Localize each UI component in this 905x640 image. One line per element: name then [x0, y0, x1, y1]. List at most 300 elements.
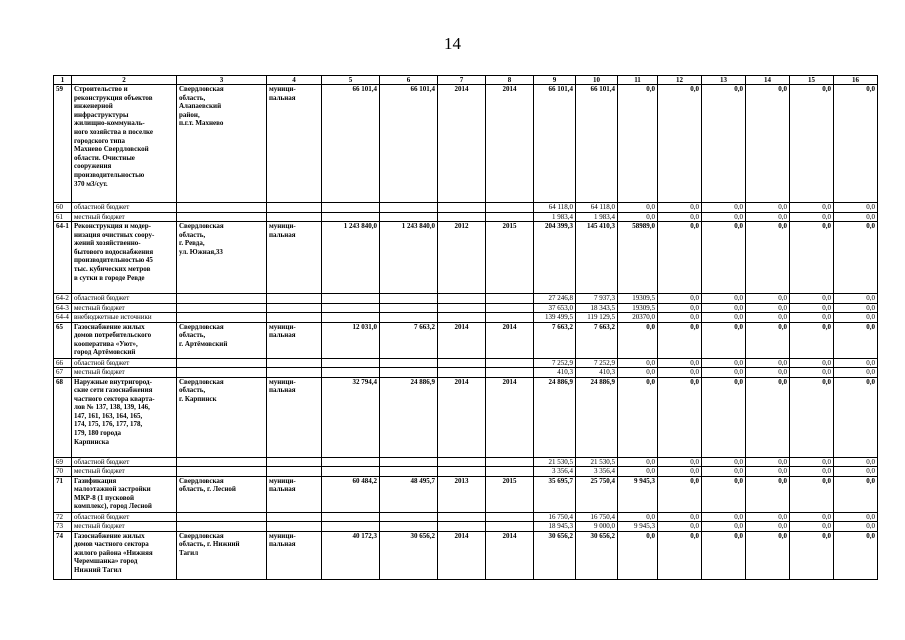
table-cell: 0,0 [790, 358, 834, 368]
table-cell: 0,0 [746, 322, 790, 358]
row-number-cell: 70 [54, 467, 72, 477]
row-number-cell: 72 [54, 512, 72, 522]
column-header: 10 [576, 76, 618, 85]
table-row [54, 294, 878, 304]
table-cell: 0,0 [658, 522, 702, 532]
table-cell: 0,0 [618, 457, 658, 467]
column-header: 9 [534, 76, 576, 85]
table-cell: 0,0 [746, 313, 790, 323]
table-cell [267, 203, 322, 213]
table-cell [380, 368, 438, 378]
table-cell: муници- пальная [267, 222, 322, 294]
table-cell: 0,0 [746, 368, 790, 378]
table-cell: 0,0 [658, 313, 702, 323]
table-cell: 0,0 [618, 203, 658, 213]
row-number-cell: 61 [54, 212, 72, 222]
table-cell: 0,0 [746, 522, 790, 532]
column-header: 15 [790, 76, 834, 85]
table-cell [486, 457, 534, 467]
table-cell [438, 467, 486, 477]
table-cell: 64 118,0 [534, 203, 576, 213]
table-cell: 16 750,4 [576, 512, 618, 522]
table-cell: 7 252,9 [534, 358, 576, 368]
table-cell: 0,0 [746, 212, 790, 222]
page-number: 14 [444, 34, 461, 53]
table-cell: 0,0 [658, 222, 702, 294]
table-cell [267, 512, 322, 522]
table-cell [380, 522, 438, 532]
item-name-cell: Наружные внутригород- ские сети газоснабжения частного сектора кварта- лов № 137, 138, 139, 146, 147, 161, 163, 164, 165, 174, 175, 176, 177, 178, 179, 180 города Карпинска [72, 377, 177, 457]
table-cell [380, 457, 438, 467]
table-cell [438, 457, 486, 467]
row-number-cell: 64-1 [54, 222, 72, 294]
table-row [54, 512, 878, 522]
table-cell [380, 212, 438, 222]
table-cell: 37 653,0 [534, 303, 576, 313]
column-header: 13 [702, 76, 746, 85]
table-row [54, 203, 878, 213]
item-name-cell: местный бюджет [72, 212, 177, 222]
column-header: 16 [834, 76, 878, 85]
table-cell: 0,0 [702, 377, 746, 457]
table-cell: 0,0 [702, 368, 746, 378]
table-cell: муници- пальная [267, 322, 322, 358]
table-cell [380, 467, 438, 477]
item-name-cell: внебюджетные источники [72, 313, 177, 323]
column-header: 14 [746, 76, 790, 85]
table-cell [267, 368, 322, 378]
table-cell: 25 750,4 [576, 476, 618, 512]
table-cell: муници- пальная [267, 377, 322, 457]
table-row [54, 476, 878, 512]
table-row [54, 457, 878, 467]
table-cell: 0,0 [618, 322, 658, 358]
column-header: 6 [380, 76, 438, 85]
table-cell: 0,0 [658, 294, 702, 304]
table-cell: 0,0 [702, 476, 746, 512]
table-cell: 0,0 [658, 212, 702, 222]
table-cell: 0,0 [790, 85, 834, 203]
column-header: 1 [54, 76, 72, 85]
table-cell: 19309,5 [618, 294, 658, 304]
row-number-cell: 66 [54, 358, 72, 368]
table-row [54, 377, 878, 457]
table-cell: 0,0 [618, 512, 658, 522]
table-cell: 21 530,5 [576, 457, 618, 467]
table-cell: Свердловская область, г. Лесной [177, 476, 267, 512]
row-number-cell: 64-3 [54, 303, 72, 313]
table-cell: 9 945,3 [618, 522, 658, 532]
table-cell: 3 356,4 [576, 467, 618, 477]
row-number-cell: 68 [54, 377, 72, 457]
table-cell: 410,3 [534, 368, 576, 378]
table-cell: 2013 [438, 476, 486, 512]
table-cell: 7 663,2 [534, 322, 576, 358]
table-cell [322, 522, 380, 532]
table-cell [177, 467, 267, 477]
table-cell: 0,0 [834, 531, 878, 579]
table-cell: 24 886,9 [576, 377, 618, 457]
budget-table [53, 75, 878, 580]
table-row [54, 85, 878, 203]
table-cell [486, 358, 534, 368]
table-cell: 0,0 [834, 457, 878, 467]
table-cell: 0,0 [834, 377, 878, 457]
table-cell: 0,0 [834, 294, 878, 304]
table-cell: Свердловская область, г. Карпинск [177, 377, 267, 457]
table-cell: 27 246,8 [534, 294, 576, 304]
table-cell: 0,0 [658, 512, 702, 522]
table-cell: 0,0 [702, 358, 746, 368]
column-header: 12 [658, 76, 702, 85]
item-name-cell: местный бюджет [72, 368, 177, 378]
item-name-cell: областной бюджет [72, 512, 177, 522]
table-cell [486, 303, 534, 313]
table-cell [177, 368, 267, 378]
table-cell: 0,0 [790, 377, 834, 457]
table-cell: 0,0 [746, 531, 790, 579]
table-cell: 0,0 [702, 222, 746, 294]
table-row [54, 522, 878, 532]
table-cell: Свердловская область, Алапаевский район, п.г.т. Махнево [177, 85, 267, 203]
table-cell [438, 303, 486, 313]
table-cell [486, 512, 534, 522]
table-cell [486, 313, 534, 323]
table-cell: 145 410,3 [576, 222, 618, 294]
table-cell: 0,0 [618, 531, 658, 579]
table-cell: 0,0 [790, 303, 834, 313]
row-number-cell: 65 [54, 322, 72, 358]
table-cell: 2014 [486, 531, 534, 579]
table-cell: 19309,5 [618, 303, 658, 313]
table-cell: 0,0 [790, 476, 834, 512]
row-number-cell: 67 [54, 368, 72, 378]
table-cell: муници- пальная [267, 531, 322, 579]
table-cell: 0,0 [702, 512, 746, 522]
table-cell: 0,0 [790, 313, 834, 323]
table-cell [267, 212, 322, 222]
column-header: 4 [267, 76, 322, 85]
table-cell: 0,0 [658, 358, 702, 368]
table-row [54, 467, 878, 477]
table-cell: 18 945,3 [534, 522, 576, 532]
table-cell [380, 203, 438, 213]
table-cell: 2014 [486, 85, 534, 203]
table-body [54, 76, 878, 580]
table-cell: 7 663,2 [576, 322, 618, 358]
table-cell [486, 368, 534, 378]
table-cell: муници- пальная [267, 476, 322, 512]
row-number-cell: 74 [54, 531, 72, 579]
table-cell [438, 203, 486, 213]
table-cell: 20370,0 [618, 313, 658, 323]
table-cell: 0,0 [746, 85, 790, 203]
table-cell: 12 031,0 [322, 322, 380, 358]
table-cell [486, 467, 534, 477]
table-cell [267, 457, 322, 467]
table-cell [380, 358, 438, 368]
table-cell: муници- пальная [267, 85, 322, 203]
table-cell: 0,0 [702, 313, 746, 323]
table-cell: 1 243 840,0 [322, 222, 380, 294]
table-cell [322, 358, 380, 368]
table-cell: 0,0 [702, 531, 746, 579]
table-cell [486, 522, 534, 532]
table-cell [322, 457, 380, 467]
table-cell [438, 522, 486, 532]
table-cell: 66 101,4 [576, 85, 618, 203]
table-cell: 0,0 [702, 85, 746, 203]
table-cell: 0,0 [658, 85, 702, 203]
table-cell: 0,0 [746, 476, 790, 512]
table-cell [267, 467, 322, 477]
table-cell [486, 212, 534, 222]
table-cell [438, 358, 486, 368]
table-cell: 0,0 [702, 457, 746, 467]
table-cell: 0,0 [746, 467, 790, 477]
table-cell: 0,0 [658, 203, 702, 213]
column-header: 3 [177, 76, 267, 85]
table-cell: 0,0 [834, 313, 878, 323]
item-name-cell: Газификация малоэтажной застройки МКР-8 (1 пусковой комплекс), город Лесной [72, 476, 177, 512]
table-cell: 0,0 [746, 358, 790, 368]
table-cell: 7 252,9 [576, 358, 618, 368]
table-cell [438, 294, 486, 304]
table-cell: 9 000,0 [576, 522, 618, 532]
table-cell: 2014 [438, 531, 486, 579]
table-cell: 0,0 [790, 222, 834, 294]
table-cell: 18 343,5 [576, 303, 618, 313]
table-cell: 0,0 [834, 467, 878, 477]
table-cell: 0,0 [790, 531, 834, 579]
table-cell: 0,0 [790, 512, 834, 522]
table-cell: 2014 [486, 377, 534, 457]
table-cell: 30 656,2 [380, 531, 438, 579]
table-cell [322, 368, 380, 378]
table-cell: 0,0 [790, 368, 834, 378]
table-cell: 0,0 [834, 476, 878, 512]
table-cell [177, 313, 267, 323]
table-cell: Свердловская область, г. Артёмовский [177, 322, 267, 358]
table-cell: 0,0 [702, 467, 746, 477]
header-row [54, 76, 878, 85]
table-cell: 139 499,5 [534, 313, 576, 323]
table-cell [380, 512, 438, 522]
column-header: 2 [72, 76, 177, 85]
table-cell: 0,0 [834, 322, 878, 358]
table-cell: 0,0 [658, 303, 702, 313]
table-cell: 0,0 [658, 467, 702, 477]
table-cell: 24 886,9 [380, 377, 438, 457]
table-cell [438, 212, 486, 222]
table-cell: 0,0 [658, 377, 702, 457]
table-cell: 0,0 [834, 368, 878, 378]
table-row [54, 313, 878, 323]
table-cell: 9 945,3 [618, 476, 658, 512]
table-cell: 2012 [438, 222, 486, 294]
table-cell: 66 101,4 [322, 85, 380, 203]
table-cell [486, 203, 534, 213]
table-cell: 0,0 [746, 377, 790, 457]
item-name-cell: Строительство и реконструкция объектов инженерной инфраструктуры жилищно-коммуналь- ного хозяйства в поселке городского типа Махнево Свердловской области. Очистные сооружения производительностью 370 м3/сут. [72, 85, 177, 203]
table-cell: 0,0 [618, 377, 658, 457]
table-cell: 0,0 [702, 212, 746, 222]
table-cell [177, 303, 267, 313]
table-cell: 16 750,4 [534, 512, 576, 522]
table-cell: 0,0 [834, 303, 878, 313]
table-cell: 0,0 [790, 457, 834, 467]
table-cell: 0,0 [702, 322, 746, 358]
row-number-cell: 69 [54, 457, 72, 467]
table-cell [267, 358, 322, 368]
table-cell: 0,0 [658, 368, 702, 378]
table-cell: 0,0 [618, 467, 658, 477]
table-cell: 64 118,0 [576, 203, 618, 213]
table-cell [267, 522, 322, 532]
table-cell [322, 203, 380, 213]
table-cell: 3 356,4 [534, 467, 576, 477]
table-cell: 0,0 [790, 212, 834, 222]
table-cell: 0,0 [658, 476, 702, 512]
table-cell [322, 294, 380, 304]
table-cell: 30 656,2 [576, 531, 618, 579]
column-header: 5 [322, 76, 380, 85]
table-cell: 7 663,2 [380, 322, 438, 358]
table-cell: 0,0 [834, 522, 878, 532]
table-cell: Свердловская область, г. Нижний Тагил [177, 531, 267, 579]
table-cell: 1 243 840,0 [380, 222, 438, 294]
table-cell: 7 937,3 [576, 294, 618, 304]
table-cell: 66 101,4 [380, 85, 438, 203]
table-row [54, 222, 878, 294]
table-cell: 0,0 [834, 512, 878, 522]
table-cell: 48 495,7 [380, 476, 438, 512]
table-cell: 2014 [438, 322, 486, 358]
table-cell: 2014 [438, 85, 486, 203]
table-cell [177, 512, 267, 522]
table-cell: 410,3 [576, 368, 618, 378]
item-name-cell: областной бюджет [72, 457, 177, 467]
table-cell: 58989,0 [618, 222, 658, 294]
table-cell [322, 313, 380, 323]
table-cell [177, 294, 267, 304]
row-number-cell: 60 [54, 203, 72, 213]
table-cell: 60 484,2 [322, 476, 380, 512]
table-cell [177, 212, 267, 222]
table-cell [438, 313, 486, 323]
table-cell: 1 983,4 [576, 212, 618, 222]
table-cell: 24 886,9 [534, 377, 576, 457]
item-name-cell: местный бюджет [72, 467, 177, 477]
row-number-cell: 64-2 [54, 294, 72, 304]
item-name-cell: местный бюджет [72, 303, 177, 313]
table-cell [177, 358, 267, 368]
row-number-cell: 73 [54, 522, 72, 532]
table-cell: 0,0 [834, 212, 878, 222]
item-name-cell: Газоснабжение жилых домов потребительского кооператива «Уют», город Артёмовский [72, 322, 177, 358]
table-cell: 66 101,4 [534, 85, 576, 203]
row-number-cell: 64-4 [54, 313, 72, 323]
row-number-cell: 59 [54, 85, 72, 203]
table-cell [267, 303, 322, 313]
table-row [54, 358, 878, 368]
table-cell: 0,0 [618, 85, 658, 203]
table-cell [322, 512, 380, 522]
table-cell [267, 294, 322, 304]
table-cell: 0,0 [702, 294, 746, 304]
table-cell: 2014 [438, 377, 486, 457]
item-name-cell: местный бюджет [72, 522, 177, 532]
table-cell [177, 203, 267, 213]
table-cell: 0,0 [746, 203, 790, 213]
table-cell: 0,0 [834, 85, 878, 203]
table-cell: 0,0 [834, 358, 878, 368]
table-cell: 0,0 [834, 203, 878, 213]
table-cell: 0,0 [790, 203, 834, 213]
table-cell [322, 303, 380, 313]
table-cell: 0,0 [702, 203, 746, 213]
table-cell [380, 294, 438, 304]
table-cell [438, 368, 486, 378]
table-row [54, 212, 878, 222]
item-name-cell: областной бюджет [72, 203, 177, 213]
table-row [54, 322, 878, 358]
table-cell: 0,0 [702, 522, 746, 532]
table-cell: 35 695,7 [534, 476, 576, 512]
table-cell: 119 129,5 [576, 313, 618, 323]
table-cell: 0,0 [658, 322, 702, 358]
table-cell [177, 522, 267, 532]
table-cell: 0,0 [746, 303, 790, 313]
table-cell [380, 313, 438, 323]
item-name-cell: Газоснабжение жилых домов частного сектора жилого района «Нижняя Черемшанка» город Нижний Тагил [72, 531, 177, 579]
table-cell: 0,0 [618, 368, 658, 378]
table-cell: 0,0 [834, 222, 878, 294]
table-cell: 0,0 [790, 294, 834, 304]
table-cell: 1 983,4 [534, 212, 576, 222]
table-cell: 2015 [486, 476, 534, 512]
table-cell: 0,0 [658, 531, 702, 579]
table-cell: 21 530,5 [534, 457, 576, 467]
table-cell [380, 303, 438, 313]
column-header: 8 [486, 76, 534, 85]
table-cell [322, 212, 380, 222]
table-cell: Свердловская область, г. Ревда, ул. Южная,33 [177, 222, 267, 294]
table-row [54, 303, 878, 313]
table-row [54, 531, 878, 579]
table-cell: 2014 [486, 322, 534, 358]
table-cell: 2015 [486, 222, 534, 294]
table-cell [322, 467, 380, 477]
table-cell: 0,0 [746, 294, 790, 304]
table-cell [486, 294, 534, 304]
table-cell: 0,0 [790, 522, 834, 532]
table-cell: 0,0 [702, 303, 746, 313]
table-cell: 0,0 [746, 457, 790, 467]
table-cell [267, 313, 322, 323]
table-cell: 0,0 [790, 467, 834, 477]
column-header: 11 [618, 76, 658, 85]
table-cell: 0,0 [746, 222, 790, 294]
row-number-cell: 71 [54, 476, 72, 512]
item-name-cell: областной бюджет [72, 294, 177, 304]
table-cell: 40 172,3 [322, 531, 380, 579]
table-cell: 0,0 [658, 457, 702, 467]
table-cell: 0,0 [790, 322, 834, 358]
table-cell: 0,0 [618, 358, 658, 368]
table-cell: 204 399,3 [534, 222, 576, 294]
table-row [54, 368, 878, 378]
